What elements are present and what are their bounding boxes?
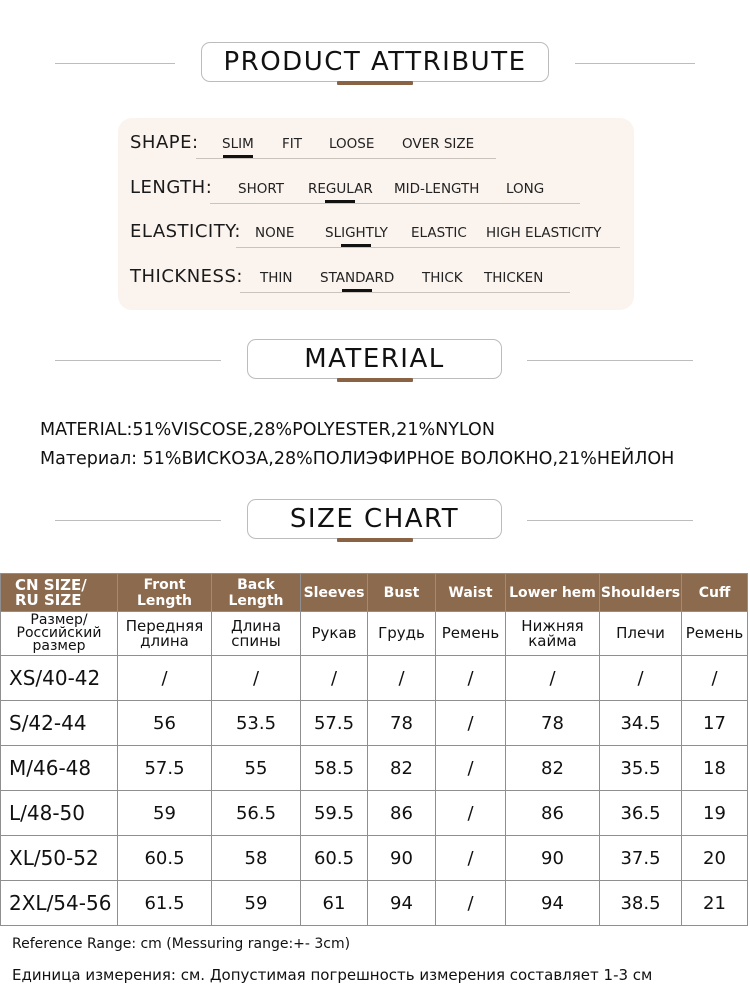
attribute-option <box>422 270 463 286</box>
column-header-en: CN SIZE/ RU SIZE <box>1 574 118 612</box>
attribute-option <box>329 136 374 152</box>
attribute-option-label: ELASTIC <box>411 225 467 241</box>
size-cell: XS/40-42 <box>1 656 118 701</box>
column-header-en: Waist <box>436 574 506 612</box>
attribute-option-label: MID-LENGTH <box>394 181 480 197</box>
attribute-option-label: LONG <box>506 181 545 197</box>
measurement-cell: 59 <box>118 791 212 836</box>
measurement-cell: 20 <box>682 836 748 881</box>
material-en-label: MATERIAL: <box>40 420 133 440</box>
column-header-ru: Грудь <box>368 612 436 656</box>
material-ru <box>40 449 674 469</box>
measurement-cell: 37.5 <box>600 836 682 881</box>
column-header-en: Shoulders <box>600 574 682 612</box>
size-cell: XL/50-52 <box>1 836 118 881</box>
measurement-cell: / <box>436 746 506 791</box>
header-accent-bar <box>337 81 413 85</box>
table-row <box>1 881 748 926</box>
table-header-en <box>1 574 748 612</box>
attribute-baseline <box>196 158 496 159</box>
attribute-panel <box>118 118 634 310</box>
attribute-option <box>308 181 373 197</box>
attribute-label: LENGTH: <box>130 177 213 198</box>
attribute-label: THICKNESS: <box>130 266 243 287</box>
attribute-baseline <box>240 292 570 293</box>
measurement-cell: 58.5 <box>301 746 368 791</box>
measurement-cell: 18 <box>682 746 748 791</box>
column-header-en: Cuff <box>682 574 748 612</box>
attribute-baseline <box>236 247 620 248</box>
size-cell: S/42-44 <box>1 701 118 746</box>
measurement-cell: 78 <box>506 701 600 746</box>
attribute-option-label: SHORT <box>238 181 284 197</box>
column-header-ru: Ремень <box>682 612 748 656</box>
attribute-baseline <box>210 203 580 204</box>
attribute-option <box>260 270 292 286</box>
attribute-row <box>118 173 634 203</box>
measurement-cell: / <box>436 881 506 926</box>
table-row <box>1 656 748 701</box>
measurement-cell: / <box>436 656 506 701</box>
column-header-ru: Передняя длина <box>118 612 212 656</box>
attribute-option <box>506 181 544 197</box>
attribute-option <box>486 225 601 241</box>
attribute-option <box>222 136 254 152</box>
column-header-ru: Длина спины <box>212 612 301 656</box>
measurement-cell: 94 <box>368 881 436 926</box>
measurement-cell: / <box>682 656 748 701</box>
attribute-option-label: STANDARD <box>320 270 395 286</box>
measurement-cell: 82 <box>506 746 600 791</box>
measurement-cell: 59.5 <box>301 791 368 836</box>
measurement-cell: 57.5 <box>301 701 368 746</box>
column-header-ru: Размер/ Российский размер <box>1 612 118 656</box>
header-rule-left <box>55 360 221 361</box>
header-rule-left <box>55 63 175 64</box>
attribute-option-label: OVER SIZE <box>402 136 475 152</box>
measurement-cell: / <box>436 836 506 881</box>
measurement-cell: 21 <box>682 881 748 926</box>
size-chart-header <box>0 499 750 543</box>
column-header-en: Front Length <box>118 574 212 612</box>
header-accent-bar <box>337 378 413 382</box>
measurement-cell: / <box>212 656 301 701</box>
attribute-option <box>325 225 388 241</box>
attribute-option <box>394 181 479 197</box>
column-header-ru: Нижняя кайма <box>506 612 600 656</box>
measurement-cell: 19 <box>682 791 748 836</box>
measurement-cell: / <box>436 701 506 746</box>
measurement-cell: 56 <box>118 701 212 746</box>
product-attribute-title: PRODUCT ATTRIBUTE <box>201 42 549 82</box>
material-ru-label: Материал: <box>40 449 138 469</box>
column-header-en: Back Length <box>212 574 301 612</box>
attribute-option-label: SLIGHTLY <box>325 225 388 241</box>
attribute-option <box>255 225 294 241</box>
measurement-cell: / <box>506 656 600 701</box>
attribute-option-label: THIN <box>260 270 293 286</box>
attribute-option-label: SLIM <box>222 136 254 152</box>
measurement-cell: 53.5 <box>212 701 301 746</box>
column-header-en: Sleeves <box>301 574 368 612</box>
column-header-en: Lower hem <box>506 574 600 612</box>
measurement-cell: 82 <box>368 746 436 791</box>
header-rule-left <box>55 520 221 521</box>
measurement-cell: 90 <box>506 836 600 881</box>
measurement-cell: 35.5 <box>600 746 682 791</box>
measurement-cell: 94 <box>506 881 600 926</box>
material-title: MATERIAL <box>247 339 502 379</box>
measurement-cell: 55 <box>212 746 301 791</box>
measurement-cell: 59 <box>212 881 301 926</box>
table-row <box>1 791 748 836</box>
attribute-option-label: REGULAR <box>308 181 373 197</box>
attribute-option-label: HIGH ELASTICITY <box>486 225 602 241</box>
material-en <box>40 420 495 440</box>
table-row <box>1 836 748 881</box>
measurement-cell: 60.5 <box>301 836 368 881</box>
material-header <box>0 339 750 383</box>
attribute-option <box>320 270 394 286</box>
table-header-ru <box>1 612 748 656</box>
attribute-option <box>238 181 284 197</box>
measurement-cell: / <box>118 656 212 701</box>
measurement-cell: / <box>368 656 436 701</box>
header-accent-bar <box>337 538 413 542</box>
table-row <box>1 746 748 791</box>
reference-note-en: Reference Range: cm (Messuring range:+- 3cm) <box>12 936 351 952</box>
attribute-row <box>118 128 634 158</box>
measurement-cell: 90 <box>368 836 436 881</box>
column-header-ru: Ремень <box>436 612 506 656</box>
measurement-cell: 56.5 <box>212 791 301 836</box>
column-header-ru: Рукав <box>301 612 368 656</box>
size-chart-title: SIZE CHART <box>247 499 502 539</box>
measurement-cell: 78 <box>368 701 436 746</box>
size-chart-table <box>0 573 748 926</box>
product-attribute-header <box>0 42 750 86</box>
column-header-en: Bust <box>368 574 436 612</box>
attribute-label: SHAPE: <box>130 132 199 153</box>
measurement-cell: / <box>301 656 368 701</box>
attribute-option <box>402 136 474 152</box>
measurement-cell: 57.5 <box>118 746 212 791</box>
measurement-cell: 86 <box>368 791 436 836</box>
material-en-value: 51%VISCOSE,28%POLYESTER,21%NYLON <box>132 420 495 440</box>
size-cell: 2XL/54-56 <box>1 881 118 926</box>
material-ru-value: 51%ВИСКОЗА,28%ПОЛИЭФИРНОЕ ВОЛОКНО,21%НЕЙЛОН <box>142 449 675 469</box>
attribute-row <box>118 262 634 292</box>
measurement-cell: 61.5 <box>118 881 212 926</box>
table-row <box>1 701 748 746</box>
attribute-option <box>411 225 467 241</box>
measurement-cell: 86 <box>506 791 600 836</box>
attribute-option <box>484 270 543 286</box>
header-rule-right <box>527 360 693 361</box>
measurement-cell: 60.5 <box>118 836 212 881</box>
attribute-option-label: LOOSE <box>329 136 375 152</box>
size-cell: M/46-48 <box>1 746 118 791</box>
attribute-label: ELASTICITY: <box>130 221 241 242</box>
measurement-cell: / <box>600 656 682 701</box>
attribute-option-label: THICKEN <box>484 270 544 286</box>
measurement-cell: 34.5 <box>600 701 682 746</box>
measurement-cell: 61 <box>301 881 368 926</box>
measurement-cell: 58 <box>212 836 301 881</box>
header-rule-right <box>527 520 693 521</box>
size-cell: L/48-50 <box>1 791 118 836</box>
column-header-ru: Плечи <box>600 612 682 656</box>
measurement-cell: 36.5 <box>600 791 682 836</box>
measurement-cell: / <box>436 791 506 836</box>
measurement-cell: 38.5 <box>600 881 682 926</box>
attribute-row <box>118 217 634 247</box>
reference-note-ru: Единица измерения: см. Допустимая погрешность измерения составляет 1-3 см <box>12 966 653 984</box>
attribute-option <box>282 136 302 152</box>
attribute-option-label: FIT <box>282 136 302 152</box>
attribute-option-label: THICK <box>422 270 463 286</box>
measurement-cell: 17 <box>682 701 748 746</box>
attribute-option-label: NONE <box>255 225 295 241</box>
header-rule-right <box>575 63 695 64</box>
